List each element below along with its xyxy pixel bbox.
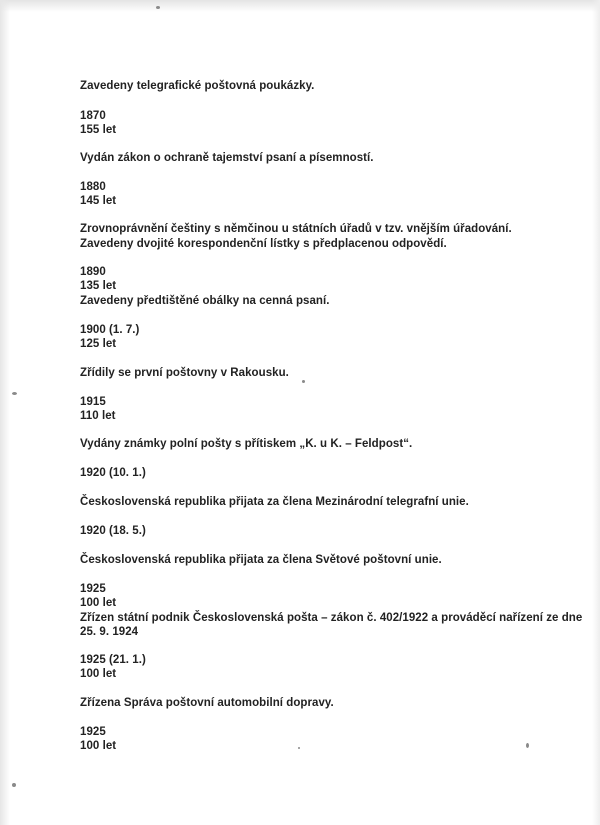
scan-speck	[526, 743, 529, 748]
year-line: 1925	[80, 583, 106, 595]
anniversary-line: 145 let	[80, 195, 117, 207]
text-line: Zřízena Správa poštovní automobilní dopravy.	[80, 697, 334, 709]
anniversary-line: 125 let	[80, 338, 117, 350]
text-line: Zavedeny předtištěné obálky na cenná psaní.	[80, 295, 330, 307]
scan-speck	[298, 747, 300, 749]
text-line: Zrovnoprávnění češtiny s němčinou u státních úřadů v tzv. vnějším úřadování.	[80, 223, 512, 235]
text-line: Zavedeny telegrafické poštovná poukázky.	[80, 80, 315, 92]
text-line: Zavedeny dvojité korespondenční lístky s předplacenou odpovědí.	[80, 238, 447, 250]
text-line: Vydán zákon o ochraně tajemství psaní a písemností.	[80, 152, 374, 164]
anniversary-line: 110 let	[80, 410, 116, 422]
scan-edge-top	[0, 0, 600, 12]
text-line: 25. 9. 1924	[80, 626, 139, 638]
text-line: Zřídily se první poštovny v Rakousku.	[80, 367, 289, 379]
anniversary-line: 100 let	[80, 597, 117, 609]
scan-speck	[156, 6, 160, 9]
year-line: 1925	[80, 726, 106, 738]
year-line: 1900 (1. 7.)	[80, 324, 140, 336]
scan-speck	[12, 783, 16, 787]
text-line: Československá republika přijata za člena Světové poštovní unie.	[80, 554, 442, 566]
year-line: 1915	[80, 396, 106, 408]
anniversary-line: 135 let	[80, 280, 117, 292]
text-line: Československá republika přijata za člena Mezinárodní telegrafní unie.	[80, 496, 469, 508]
anniversary-line: 155 let	[80, 124, 117, 136]
year-line: 1920 (18. 5.)	[80, 525, 146, 537]
scan-edge-left	[0, 0, 10, 825]
text-line: Zřízen státní podnik Československá pošta – zákon č. 402/1922 a prováděcí nařízení ze dne	[80, 612, 583, 624]
year-line: 1880	[80, 181, 106, 193]
year-line: 1870	[80, 110, 106, 122]
year-line: 1925 (21. 1.)	[80, 654, 146, 666]
year-line: 1890	[80, 266, 106, 278]
anniversary-line: 100 let	[80, 740, 117, 752]
scan-speck	[12, 392, 17, 395]
text-line: Vydány známky polní pošty s přítiskem „K. u K. – Feldpost“.	[80, 438, 413, 450]
scan-speck	[302, 380, 305, 383]
year-line: 1920 (10. 1.)	[80, 467, 146, 479]
anniversary-line: 100 let	[80, 668, 117, 680]
scan-edge-right	[592, 0, 600, 825]
